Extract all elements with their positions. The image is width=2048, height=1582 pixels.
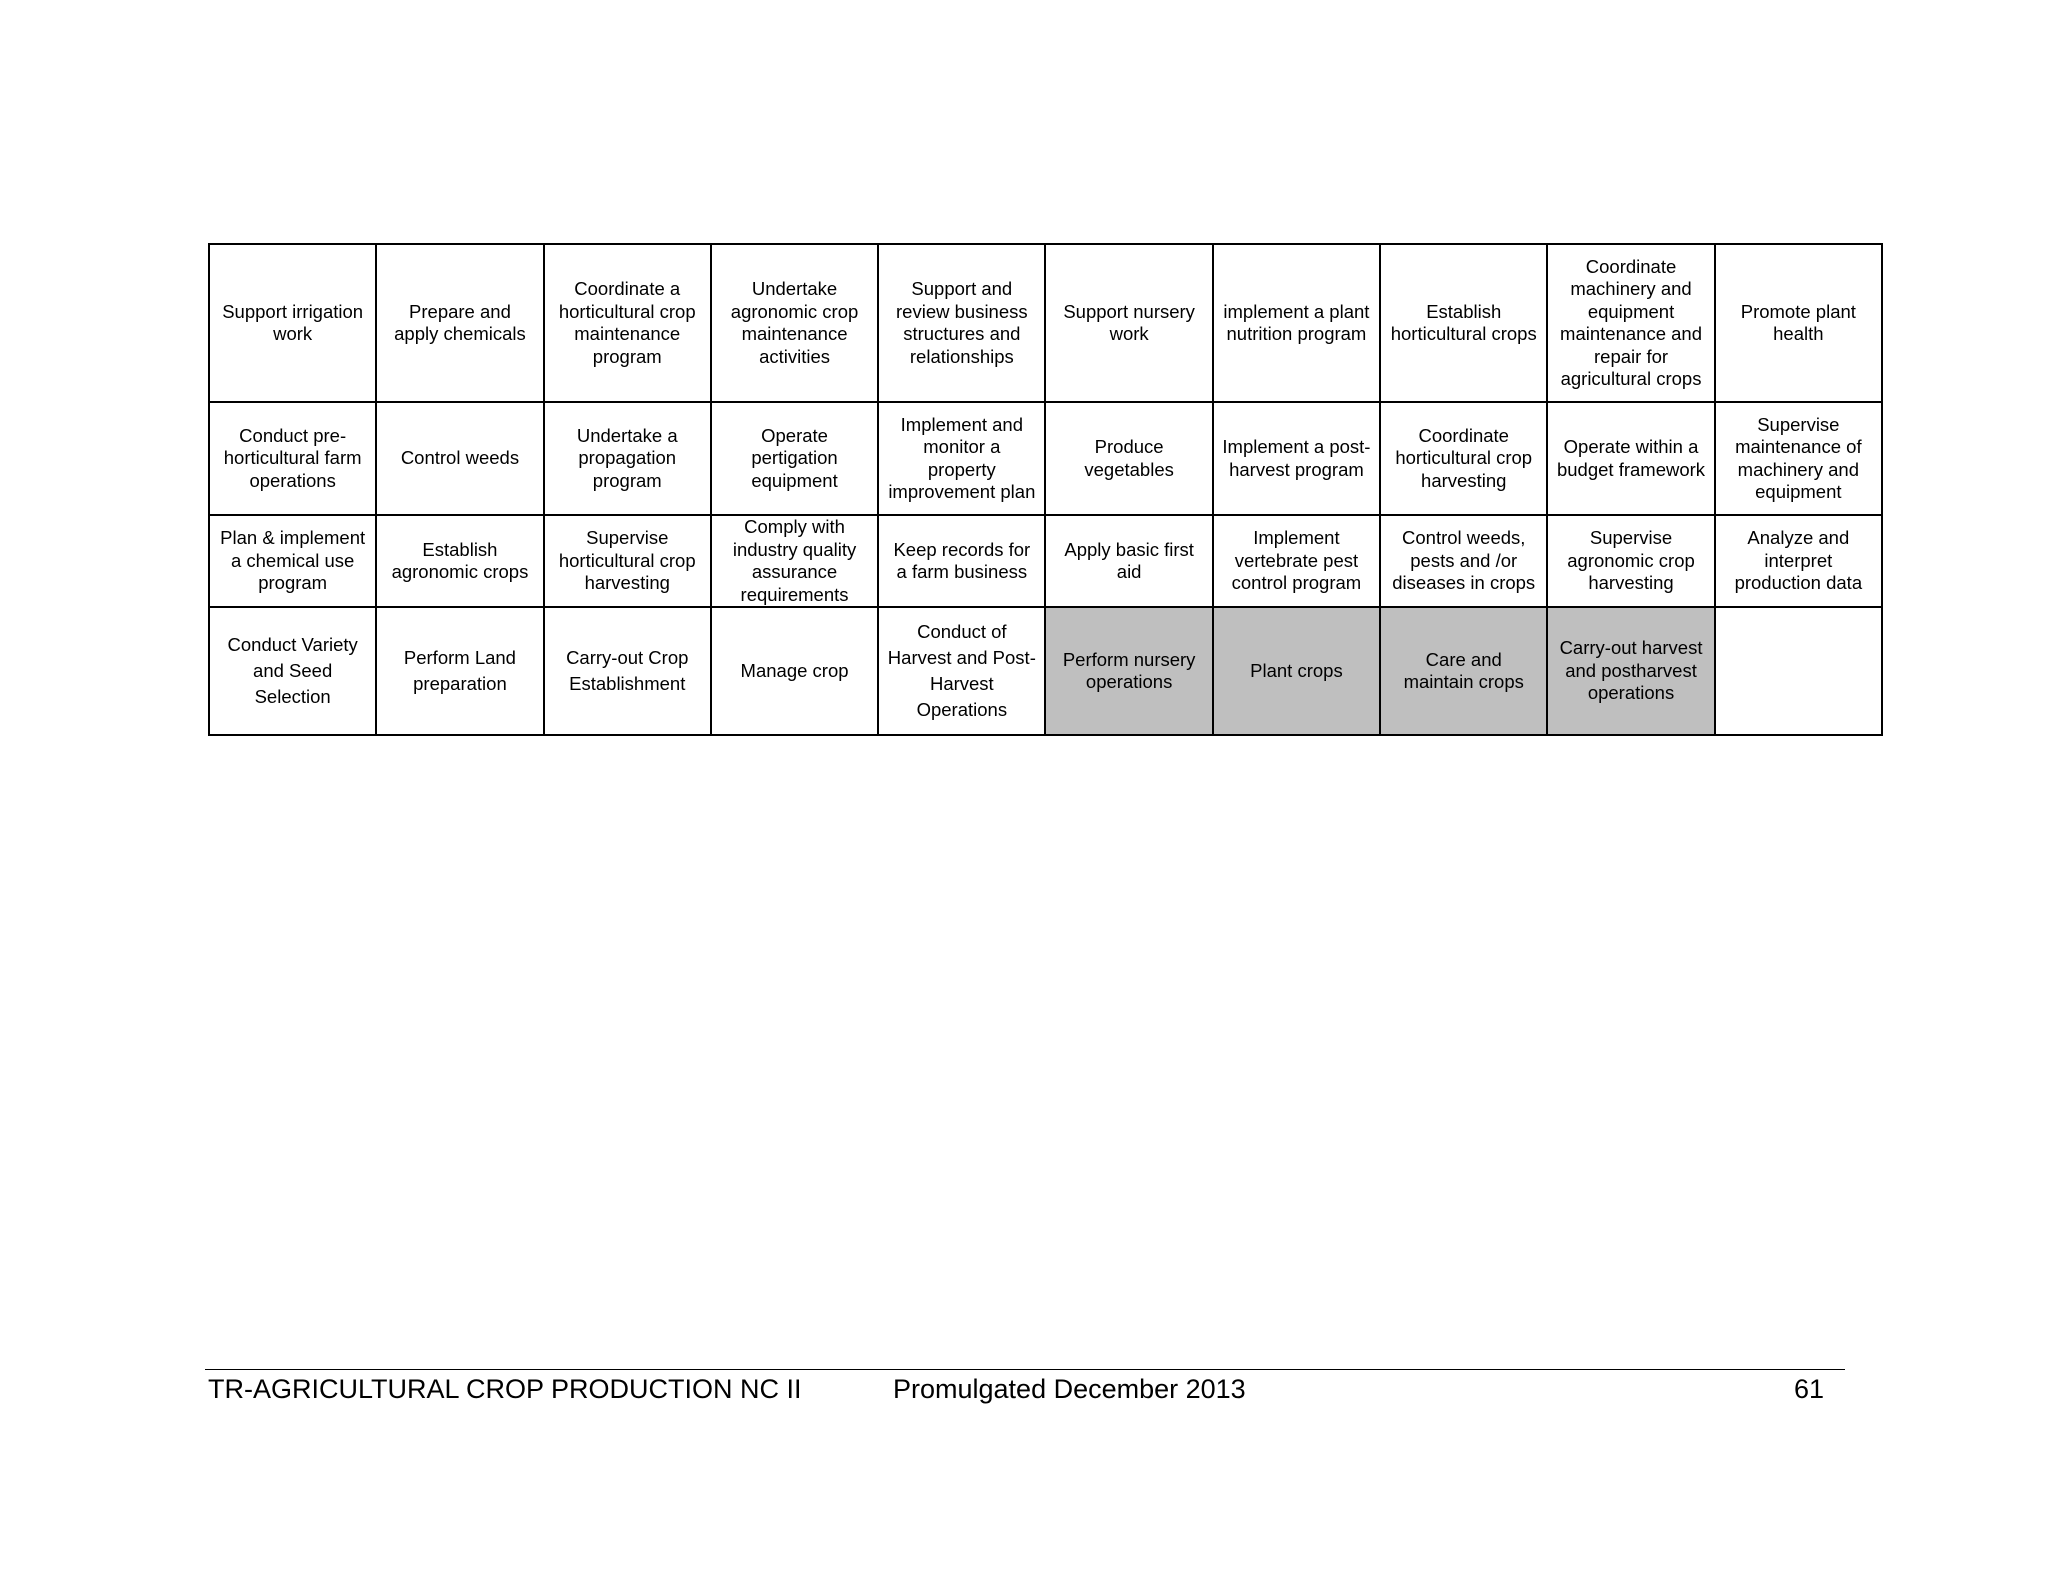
footer-page-number: 61 [1793, 1374, 1824, 1404]
table-cell: Implement and monitor a property improvement plan [878, 402, 1045, 515]
table-cell: Control weeds, pests and /or diseases in crops [1380, 515, 1547, 607]
table-cell: Conduct pre-horticultural farm operations [209, 402, 376, 515]
table-row [209, 515, 1882, 607]
table-cell: Operate pertigation equipment [711, 402, 878, 515]
table-cell: Establish agronomic crops [376, 515, 543, 607]
table-cell: Conduct of Harvest and Post-Harvest Operations [878, 607, 1045, 735]
table-cell: Coordinate machinery and equipment maintenance and repair for agricultural crops [1547, 244, 1714, 402]
table-cell-empty [1715, 607, 1882, 735]
table-cell: Support irrigation work [209, 244, 376, 402]
table-cell: Undertake agronomic crop maintenance activities [711, 244, 878, 402]
table-cell: Implement vertebrate pest control program [1213, 515, 1380, 607]
table-cell: Supervise maintenance of machinery and equipment [1715, 402, 1882, 515]
table-row [209, 244, 1882, 402]
competency-map-table [208, 243, 1883, 736]
table-cell: Establish horticultural crops [1380, 244, 1547, 402]
table-cell: Coordinate a horticultural crop maintenance program [544, 244, 711, 402]
table-cell: Keep records for a farm business [878, 515, 1045, 607]
table-cell: Perform Land preparation [376, 607, 543, 735]
table-cell: Prepare and apply chemicals [376, 244, 543, 402]
table-row [209, 402, 1882, 515]
table-cell: Comply with industry quality assurance requirements [711, 515, 878, 607]
table-cell: Support and review business structures and relationships [878, 244, 1045, 402]
table-cell: Supervise horticultural crop harvesting [544, 515, 711, 607]
table-cell-highlighted: Care and maintain crops [1380, 607, 1547, 735]
footer-document-title: TR-AGRICULTURAL CROP PRODUCTION NC II [208, 1374, 802, 1404]
footer-divider [205, 1369, 1845, 1370]
table-cell: Control weeds [376, 402, 543, 515]
table-cell: implement a plant nutrition program [1213, 244, 1380, 402]
table-cell: Supervise agronomic crop harvesting [1547, 515, 1714, 607]
table-cell-highlighted: Plant crops [1213, 607, 1380, 735]
table-cell: Carry-out Crop Establishment [544, 607, 711, 735]
table-cell: Operate within a budget framework [1547, 402, 1714, 515]
table-cell: Manage crop [711, 607, 878, 735]
table-cell: Promote plant health [1715, 244, 1882, 402]
table-row [209, 607, 1882, 735]
table-cell: Implement a post-harvest program [1213, 402, 1380, 515]
table-cell-highlighted: Carry-out harvest and postharvest operations [1547, 607, 1714, 735]
table-cell: Produce vegetables [1045, 402, 1212, 515]
table-cell: Plan & implement a chemical use program [209, 515, 376, 607]
table-cell: Undertake a propagation program [544, 402, 711, 515]
footer-promulgation-date: Promulgated December 2013 [893, 1374, 1246, 1404]
table-cell: Analyze and interpret production data [1715, 515, 1882, 607]
table-cell: Apply basic first aid [1045, 515, 1212, 607]
table-cell: Coordinate horticultural crop harvesting [1380, 402, 1547, 515]
table-cell-highlighted: Perform nursery operations [1045, 607, 1212, 735]
table-cell: Support nursery work [1045, 244, 1212, 402]
table-cell: Conduct Variety and Seed Selection [209, 607, 376, 735]
